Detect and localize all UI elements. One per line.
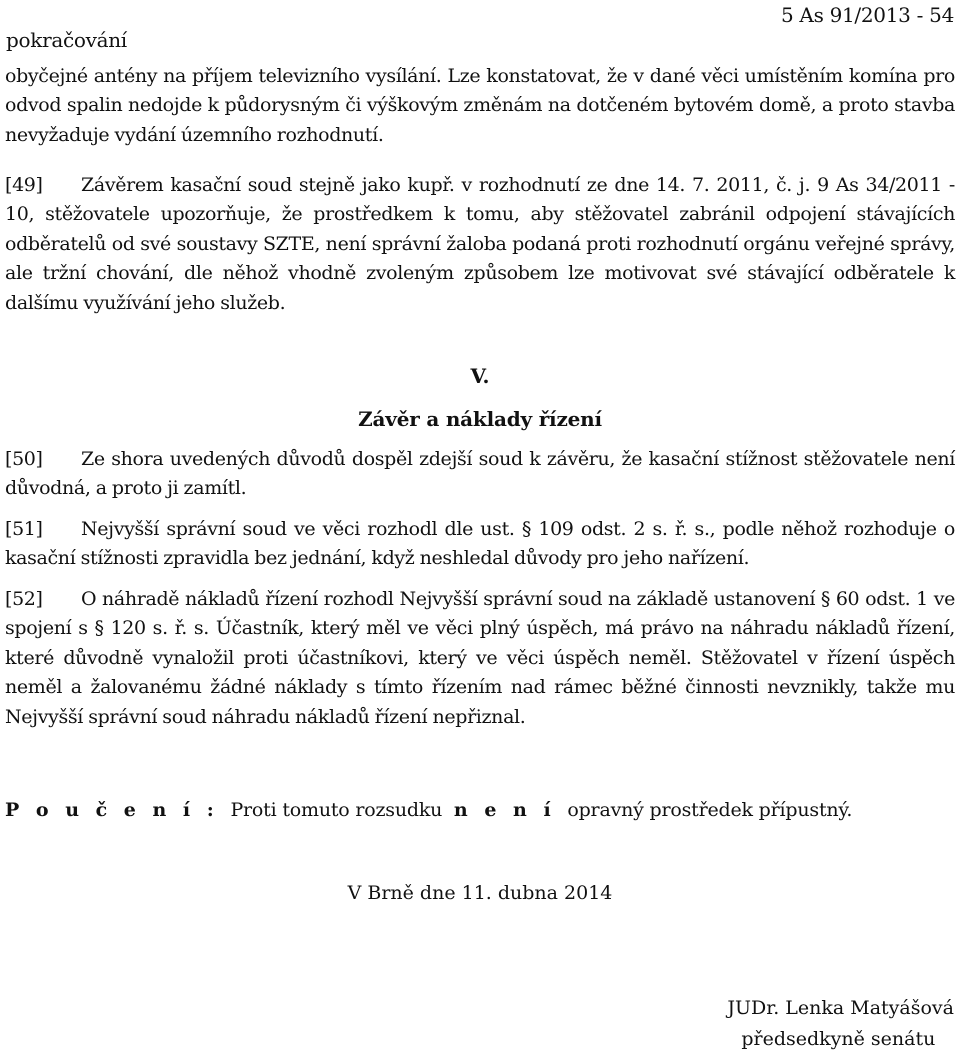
paragraph-50 <box>5 445 955 504</box>
paragraph-intro: obyčejné antény na příjem televizního vysílání. Lze konstatovat, že v dané věci umístěním komína pro odvod spalin nedojde k půdorysným či výškovým změnám na dotčeném bytovém domě, a proto stavba nevyžaduje vydání územního rozhodnutí. <box>5 65 955 146</box>
judge-role: předsedkyně senátu <box>741 1028 936 1050</box>
paragraph-text: O náhradě nákladů řízení rozhodl Nejvyšší správní soud na základě ustanovení § 60 odst. 1 ve spojení s § 120 s. ř. s. Účastník, který měl ve věci plný úspěch, má právo na náhradu nákladů řízení, které důvodně vynaložil proti účastníkovi, který ve věci úspěch neměl. Stěžovatel v řízení úspěch neměl a žalovanému žádné náklady s tímto řízením nad rámec běžné činnosti nevznikly, takže mu Nejvyšší správní soud náhradu nákladů řízení nepřiznal. <box>5 588 955 728</box>
paragraph-52 <box>5 585 955 732</box>
judge-name: JUDr. Lenka Matyášová <box>727 997 954 1019</box>
paragraph-number: [52] <box>5 588 43 610</box>
paragraph-51 <box>5 515 955 574</box>
paragraph-number: [51] <box>5 518 43 540</box>
paragraph-text: Ze shora uvedených důvodů dospěl zdejší soud k závěru, že kasační stížnost stěžovatele není důvodná, a proto ji zamítl. <box>5 448 955 500</box>
signature-block <box>727 993 954 1055</box>
paragraph-text: Nejvyšší správní soud ve věci rozhodl dle ust. § 109 odst. 2 s. ř. s., podle něhož rozhoduje o kasační stížnosti zpravidla bez jednání, když neshledal důvody pro jeho nařízení. <box>5 518 955 570</box>
instruction-text-before: Proti tomuto rozsudku <box>230 799 443 821</box>
continuation-label: pokračování <box>6 28 127 52</box>
instruction-label: P o u č e n í : <box>5 799 219 821</box>
legal-instruction <box>5 799 852 821</box>
paragraph-number: [50] <box>5 448 43 470</box>
place-and-date: V Brně dne 11. dubna 2014 <box>347 882 613 904</box>
instruction-emphasis: n e n í <box>453 799 556 821</box>
paragraph-text: Závěrem kasační soud stejně jako kupř. v rozhodnutí ze dne 14. 7. 2011, č. j. 9 As 34/2011 - 10, stěžovatele upozorňuje, že prostředkem k tomu, aby stěžovatel zabránil odpojení stávajících odběratelů od své soustavy SZTE, není správní žaloba podaná proti rozhodnutí orgánu veřejné správy, ale tržní chování, dle něhož vhodně zvoleným způsobem lze motivovat své stávající odběratele k dalšímu využívání jeho služeb. <box>5 174 955 314</box>
section-number: V. <box>470 364 490 388</box>
section-title: Závěr a náklady řízení <box>358 407 602 431</box>
paragraph-number: [49] <box>5 174 43 196</box>
case-number: 5 As 91/2013 - 54 <box>780 3 954 27</box>
paragraph-49 <box>5 171 955 318</box>
instruction-text-after: opravný prostředek přípustný. <box>567 799 853 821</box>
